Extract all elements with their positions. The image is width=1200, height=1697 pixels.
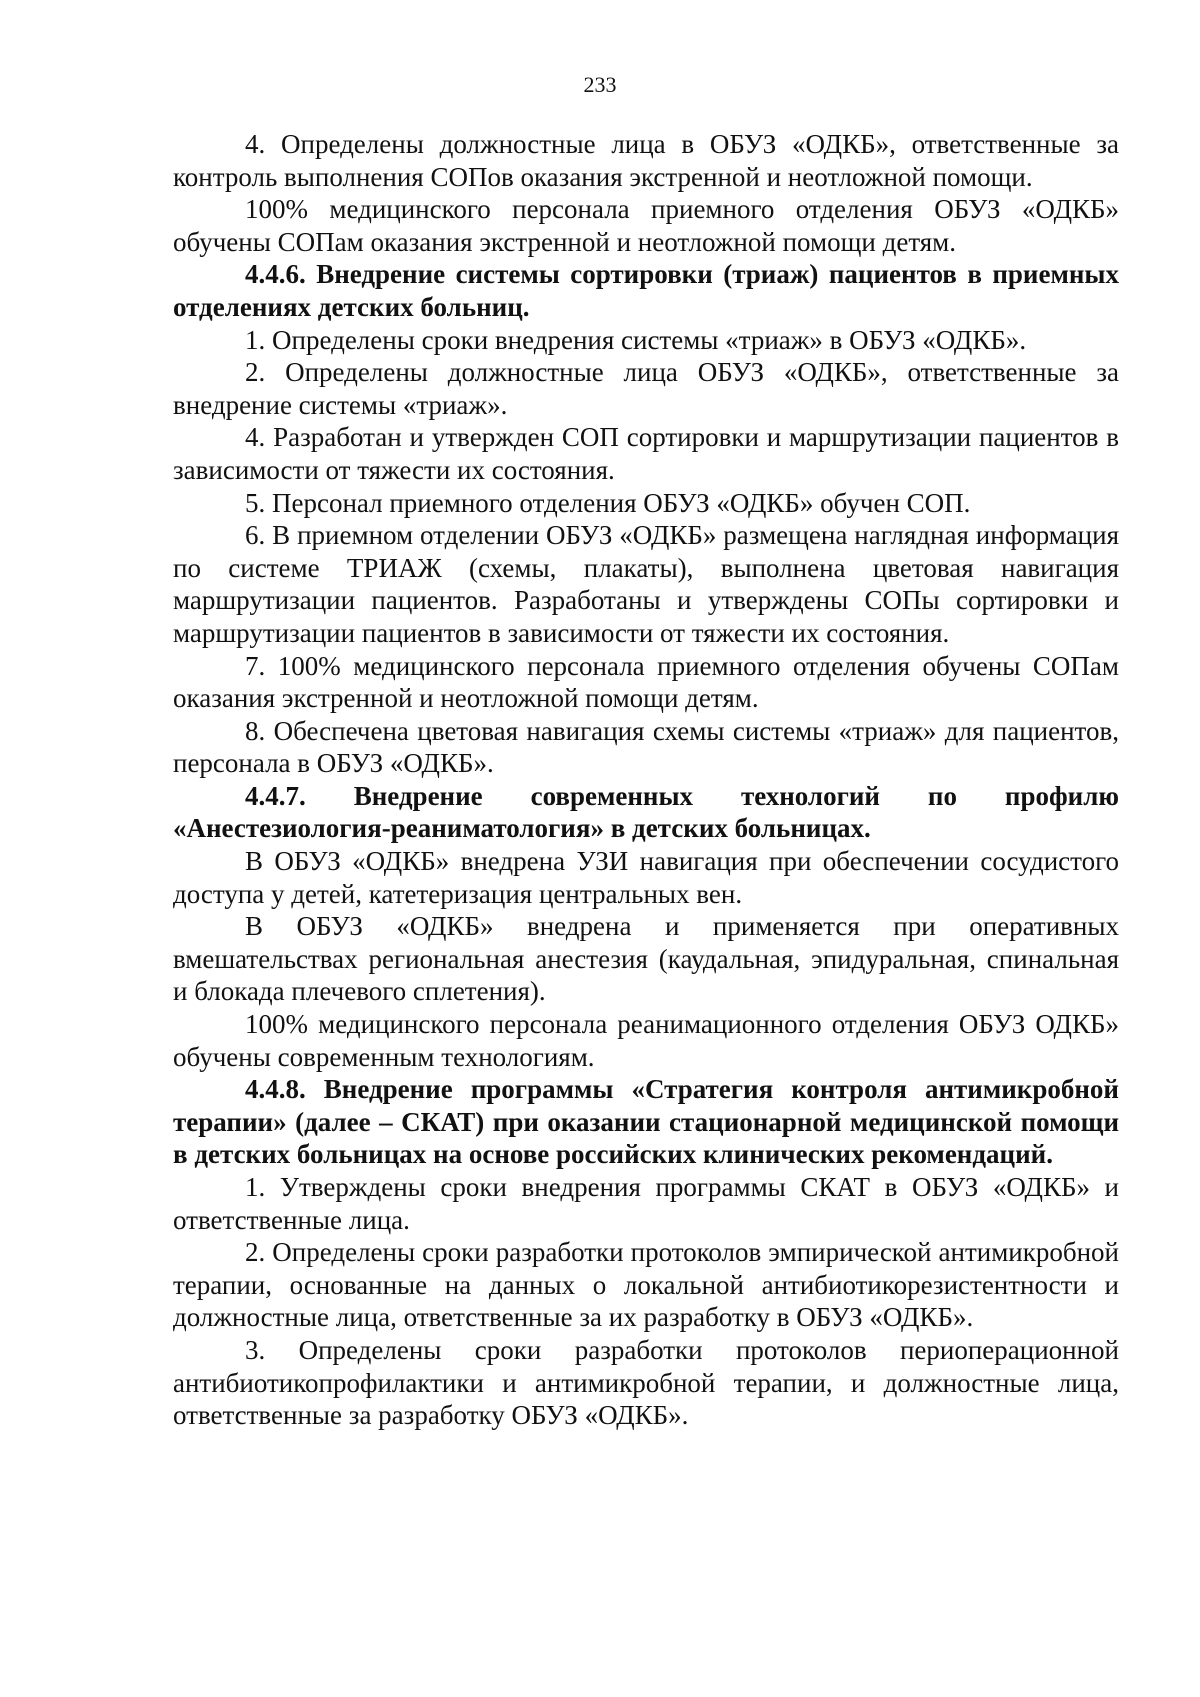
- paragraph: 7. 100% медицинского персонала приемного отделения обучены СОПам оказания экстренной и неотложной помощи детям.: [173, 650, 1119, 714]
- paragraph: 4. Разработан и утвержден СОП сортировки и маршрутизации пациентов в зависимости от тяжести их состояния.: [173, 422, 1119, 485]
- paragraph: 3. Определены сроки разработки протоколов периоперационной антибиотикопрофилактики и антимикробной терапии, и должностные лица, ответственные за разработку ОБУЗ «ОДКБ».: [173, 1334, 1119, 1431]
- section-heading-4-4-8: 4.4.8. Внедрение программы «Стратегия контроля антимикробной терапии» (далее – СКАТ) при оказании стационарной медицинской помощи в детских больницах на основе российских клинических рекомендаций.: [173, 1074, 1119, 1170]
- paragraph: 5. Персонал приемного отделения ОБУЗ «ОДКБ» обучен СОП.: [245, 487, 971, 518]
- paragraph: В ОБУЗ «ОДКБ» внедрена и применяется при оперативных вмешательствах региональная анестезия (каудальная, эпидуральная, спинальная и блокада плечевого сплетения).: [173, 911, 1119, 1007]
- paragraph: 100% медицинского персонала приемного отделения ОБУЗ «ОДКБ» обучены СОПам оказания экстренной и неотложной помощи детям.: [173, 194, 1119, 257]
- paragraph: 4. Определены должностные лица в ОБУЗ «ОДКБ», ответственные за контроль выполнения СОПов оказания экстренной и неотложной помощи.: [173, 129, 1119, 192]
- section-heading-4-4-7: 4.4.7. Внедрение современных технологий по профилю «Анестезиология-реаниматология» в детских больницах.: [173, 780, 1119, 844]
- paragraph: 2. Определены сроки разработки протоколов эмпирической антимикробной терапии, основанные на данных о локальной антибиотикорезистентности и должностные лица, ответственные за их разработку в ОБУЗ «ОДКБ».: [173, 1237, 1119, 1333]
- paragraph: 1. Определены сроки внедрения системы «триаж» в ОБУЗ «ОДКБ».: [245, 324, 1027, 355]
- paragraph: 100% медицинского персонала реанимационного отделения ОБУЗ ОДКБ» обучены современным технологиям.: [173, 1009, 1119, 1072]
- paragraph: 8. Обеспечена цветовая навигация схемы системы «триаж» для пациентов, персонала в ОБУЗ «ОДКБ».: [173, 715, 1119, 779]
- paragraph: 2. Определены должностные лица ОБУЗ «ОДКБ», ответственные за внедрение системы «триаж».: [173, 357, 1119, 420]
- paragraph: 6. В приемном отделении ОБУЗ «ОДКБ» размещена наглядная информация по системе ТРИАЖ (схемы, плакаты), выполнена цветовая навигация маршрутизации пациентов. Разработаны и утверждены СОПы сортировки и маршрутизации пациентов в зависимости от тяжести их состояния.: [173, 520, 1119, 648]
- paragraph: В ОБУЗ «ОДКБ» внедрена УЗИ навигация при обеспечении сосудистого доступа у детей, катетеризация центральных вен.: [173, 846, 1119, 909]
- document-body: [173, 128, 1119, 1432]
- section-heading-4-4-6: 4.4.6. Внедрение системы сортировки (триаж) пациентов в приемных отделениях детских больниц.: [173, 259, 1119, 322]
- page-number: 233: [583, 72, 617, 97]
- paragraph: 1. Утверждены сроки внедрения программы СКАТ в ОБУЗ «ОДКБ» и ответственные лица.: [173, 1172, 1119, 1235]
